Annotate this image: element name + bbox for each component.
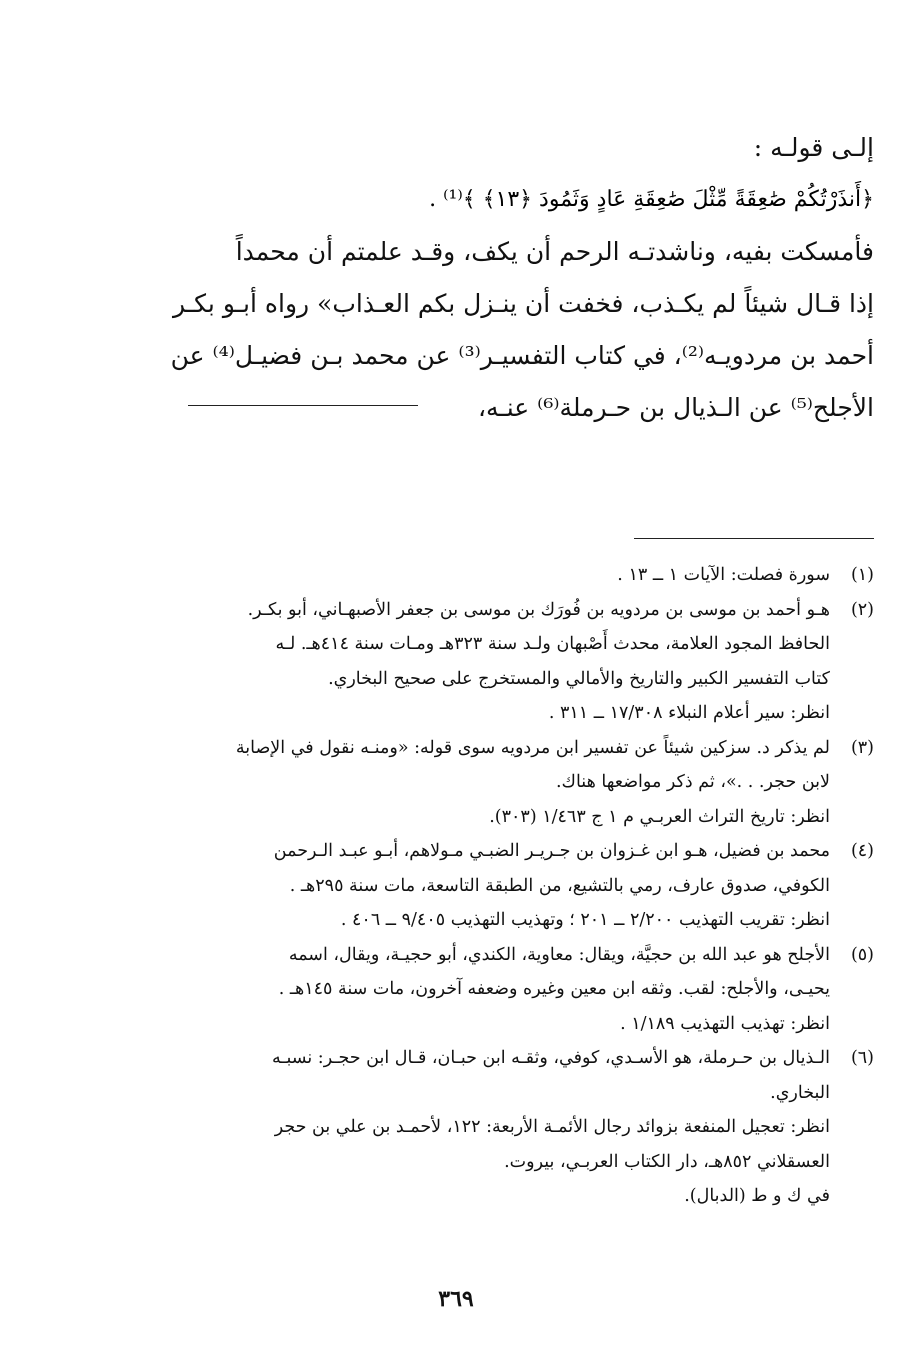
footnote-line: محمد بن فضيل، هـو ابن غـزوان بن جـريـر الضبـي مـولاهم، أبـو عبـد الـرحمن (273, 841, 830, 861)
main-text-block (40, 122, 874, 434)
footnote-number: (٦) (850, 1048, 874, 1068)
footnote-line: انظر: سير أعلام النبلاء ١٧/٣٠٨ ــ ٣١١ . (548, 703, 830, 723)
footnote-6 (40, 1041, 874, 1214)
footnote-line: كتاب التفسير الكبير والتاريخ والأمالي والمستخرج على صحيح البخاري. (328, 668, 830, 689)
footnote-number: (٤) (850, 841, 874, 861)
footnote-number: (١) (850, 565, 874, 585)
footnote-line: العسقلاني ٨٥٢هـ، دار الكتاب العربـي، بيروت. (504, 1151, 830, 1172)
footnote-1 (40, 558, 874, 593)
footnote-line: الحافظ المجود العلامة، محدث أَصْبهان ولـد سنة ٣٢٣هـ ومـات سنة ٤١٤هـ. لـه (275, 634, 830, 654)
footnote-2 (40, 593, 874, 731)
footnote-number: (٢) (850, 599, 874, 620)
footnote-line: لم يذكر د. سزكين شيئاً عن تفسير ابن مردويه سوى قوله: «ومنـه نقول في الإصابة (235, 737, 830, 758)
footnote-line: لابن حجر. . .»، ثم ذكر مواضعها هناك. (555, 772, 830, 792)
quran-verse-line: ﴿أَنذَرْتُكُمْ صَٰعِقَةً مِّثْلَ صَٰعِقَةِ عَادٍ وَثَمُودَ ﴿١٣﴾ ﴾⁽¹⁾ . (429, 187, 874, 212)
footnote-line: في ك و ط (الدبال). (684, 1186, 830, 1206)
paragraph-line: أحمد بن مردويـه⁽²⁾، في كتاب التفسيـر⁽³⁾ عن محمد بـن فضيـل⁽⁴⁾ عن (170, 341, 874, 370)
paragraph-line: فأمسكت بفيه، وناشدتـه الرحم أن يكف، وقـد علمتم أن محمداً (235, 237, 874, 266)
footnote-line: سورة فصلت: الآيات ١ ــ ١٣ . (617, 565, 830, 585)
paragraph-end-rule (188, 405, 418, 406)
footnotes-section (40, 558, 874, 1214)
intro-line: إلـى قولـه : (753, 133, 874, 162)
footnote-line: هـو أحمد بن موسى بن مردويه بن فُورَك بن موسى بن جعفر الأصبهـاني، أبو بكـر. (247, 599, 830, 620)
footnote-body (40, 593, 830, 731)
footnote-3 (40, 731, 874, 835)
footnote-separator (634, 538, 874, 539)
footnote-line: انظر: تهذيب التهذيب ١/١٨٩ . (620, 1013, 830, 1034)
footnote-line: انظر: تاريخ التراث العربـي م ١ ج ١/٤٦٣ (٣٠٣). (489, 806, 830, 827)
footnote-line: انظر: تعجيل المنفعة بزوائد رجال الأئمـة الأربعة: ١٢٢، لأحمـد بن علي بن حجر (274, 1117, 830, 1137)
footnote-line: الكوفي، صدوق عارف، رمي بالتشيع، من الطبقة التاسعة، مات سنة ٢٩٥هـ . (289, 875, 830, 896)
footnote-body (40, 731, 830, 835)
footnote-4 (40, 834, 874, 938)
footnote-line: انظر: تقريب التهذيب ٢/٢٠٠ ــ ٢٠١ ؛ وتهذيب التهذيب ٩/٤٠٥ ــ ٤٠٦ . (340, 910, 830, 930)
footnote-line: الأجلح هو عبد الله بن حجيَّة، ويقال: معاوية، الكندي، أبو حجيـة، ويقال، اسمه (288, 944, 830, 965)
footnote-body (40, 558, 830, 593)
footnote-number: (٥) (850, 944, 874, 965)
page-number: ٣٦٩ (438, 1286, 474, 1312)
footnote-body (40, 938, 830, 1042)
footnote-body (40, 1041, 830, 1214)
paragraph-line: الأجلح⁽⁵⁾ عن الـذيال بن حـرملة⁽⁶⁾ عنـه، (477, 393, 874, 422)
footnote-line: يحيـى، والأجلح: لقب. وثقه ابن معين وغيره وضعفه آخرون، مات سنة ١٤٥هـ . (278, 979, 830, 999)
footnote-line: البخاري. (770, 1082, 830, 1103)
footnote-5 (40, 938, 874, 1042)
paragraph-line: إذا قـال شيئاً لم يكـذب، فخفت أن ينـزل بكم العـذاب» رواه أبـو بكـر (172, 289, 874, 318)
footnote-body (40, 834, 830, 938)
footnote-line: الـذيال بن حـرملة، هو الأسـدي، كوفي، وثقـه ابن حبـان، قـال ابن حجـر: نسبـه (271, 1048, 830, 1068)
footnote-number: (٣) (850, 737, 874, 758)
